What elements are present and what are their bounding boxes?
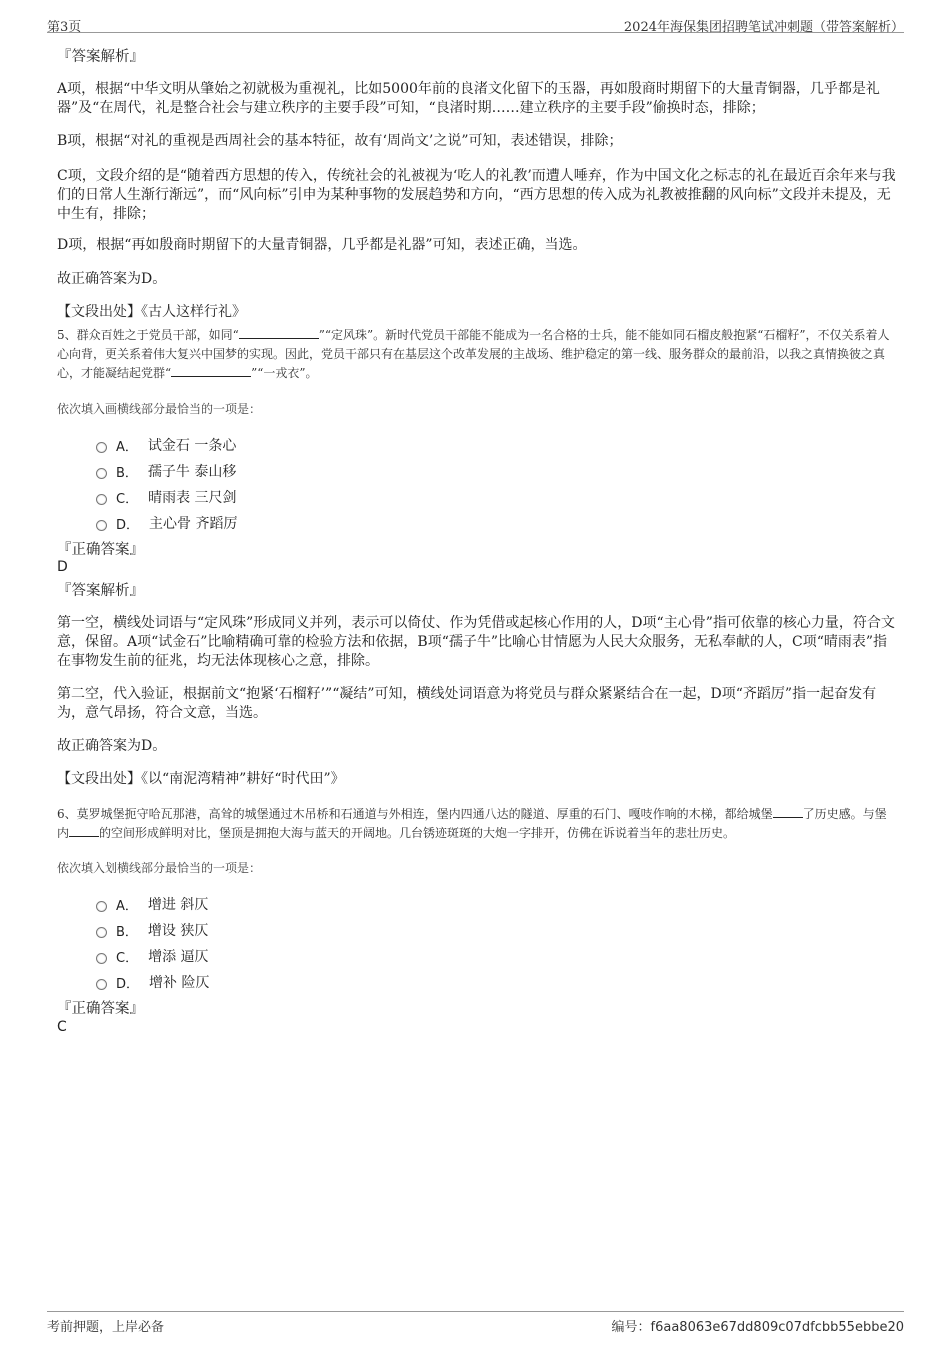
analysis-option-c: C项，文段介绍的是“随着西方思想的传入，传统社会的礼被视为‘吃人的礼教’而遭人唾弃，作为中国文化之标志的礼在最近百余年来与我们的日常人生渐行渐远”，而“风向标”引申为某种事物的发展趋势和方向，“西方思想的传入成为礼教被推翻的风向标”文段并未提及，无中生有，排除； [57, 168, 896, 222]
analysis-option-a: A项，根据“中华文明从肇始之初就极为重视礼，比如5000年前的良渚文化留下的玉器，再如殷商时期留下的大量青铜器，几乎都是礼器”及“在周代，礼是整合社会与建立秩序的主要手段”可知，“良渚时期……建立秩序的主要手段”偷换时态，排除； [57, 81, 880, 116]
analysis-paragraph-1: 第一空，横线处词语与“定风珠”形成同义并列，表示可以倚仗、作为凭借或起核心作用的人，D项“主心骨”指可依靠的核心力量，符合文意，保留。A项“试金石”比喻精确可靠的检验方法和依据，B项“孺子牛”比喻心甘情愿为人民大众服务，无私奉献的人，C项“晴雨表”指在事物发生前的征兆，均无法体现核心之意，排除。 [57, 615, 895, 669]
analysis-conclusion: 故正确答案为D。 [57, 271, 167, 287]
q6-option-d[interactable]: D． 增补 险仄 [96, 972, 209, 992]
analysis-option-b: B项，根据“对礼的重视是西周社会的基本特征，故有‘周尚文’之说”可知，表述错误，排除； [57, 133, 623, 149]
q5-option-a[interactable]: A． 试金石 一条心 [96, 435, 236, 455]
radio-button[interactable] [96, 901, 107, 912]
radio-button[interactable] [96, 927, 107, 938]
radio-button[interactable] [96, 494, 107, 505]
blank-line [171, 364, 251, 377]
analysis-option-d: D项，根据“再如殷商时期留下的大量青铜器，几乎都是礼器”可知，表述正确，当选。 [57, 237, 587, 253]
radio-button[interactable] [96, 442, 107, 453]
document-title: 2024年海保集团招聘笔试冲刺题（带答案解析） [623, 20, 904, 35]
blank-line [69, 824, 99, 837]
question-6-stem: 6、莫罗城堡扼守哈瓦那港，高耸的城堡通过木吊桥和石通道与外相连，堡内四通八达的隧道、厚重的石门、嘎吱作响的木梯，都给城堡 了历史感。与堡内 的空间形成鲜明对比，堡顶是拥抱大海与蓝天的开阔地。几台锈迹斑斑的大炮一字排开，仿佛在诉说着当年的悲壮历史。 [57, 807, 887, 840]
radio-button[interactable] [96, 468, 107, 479]
text-source: 【文段出处】《古人这样行礼》 [57, 304, 246, 320]
analysis-label: 『答案解析』 [57, 49, 144, 65]
radio-button[interactable] [96, 953, 107, 964]
page-header [47, 12, 904, 33]
blank-line [239, 326, 319, 339]
correct-answer-label: 『正确答案』 [57, 542, 144, 558]
analysis-label: 『答案解析』 [57, 583, 144, 599]
q6-option-a[interactable]: A． 增进 斜仄 [96, 894, 208, 914]
footer-slogan: 考前押题，上岸必备 [47, 1320, 165, 1335]
q5-option-c[interactable]: C． 晴雨表 三尺剑 [96, 487, 237, 507]
correct-answer-label: 『正确答案』 [57, 1001, 144, 1017]
document-code: 编号：f6aa8063e67dd809c07dfcbb55ebbe20 [611, 1320, 904, 1335]
correct-answer: D [57, 559, 68, 575]
page-number: 第3页 [47, 20, 82, 35]
question-5-prompt: 依次填入画横线部分最恰当的一项是： [57, 402, 262, 416]
page-footer [47, 1311, 904, 1338]
correct-answer: C [57, 1019, 67, 1035]
radio-button[interactable] [96, 520, 107, 531]
q5-option-b[interactable]: B． 孺子牛 泰山移 [96, 461, 236, 481]
radio-button[interactable] [96, 979, 107, 990]
q5-option-d[interactable]: D． 主心骨 齐蹈厉 [96, 513, 237, 533]
text-source: 【文段出处】《以“南泥湾精神”耕好“时代田”》 [57, 771, 345, 787]
analysis-paragraph-2: 第二空，代入验证，根据前文“抱紧‘石榴籽’”“凝结”可知，横线处词语意为将党员与群众紧紧结合在一起，D项“齐蹈厉”指一起奋发有为，意气昂扬，符合文意，当选。 [57, 686, 877, 721]
q6-option-c[interactable]: C． 增添 逼仄 [96, 946, 209, 966]
analysis-conclusion: 故正确答案为D。 [57, 738, 167, 754]
q6-option-b[interactable]: B． 增设 狭仄 [96, 920, 208, 940]
question-5-stem: 5、群众百姓之于党员干部，如同“ ”“定风珠”。新时代党员干部能不能成为一名合格的士兵，能不能如同石榴皮般抱紧“石榴籽”，不仅关系着人心向背，更关系着伟大复兴中国梦的实现。因此，党员干部只有在基层这个改革发展的主战场、维护稳定的第一线、服务群众的最前沿，以我之真情换彼之真心，才能凝结起党群“ ”“一戎衣”。 [57, 328, 890, 380]
blank-line [773, 805, 803, 818]
question-6-prompt: 依次填入划横线部分最恰当的一项是： [57, 861, 262, 875]
